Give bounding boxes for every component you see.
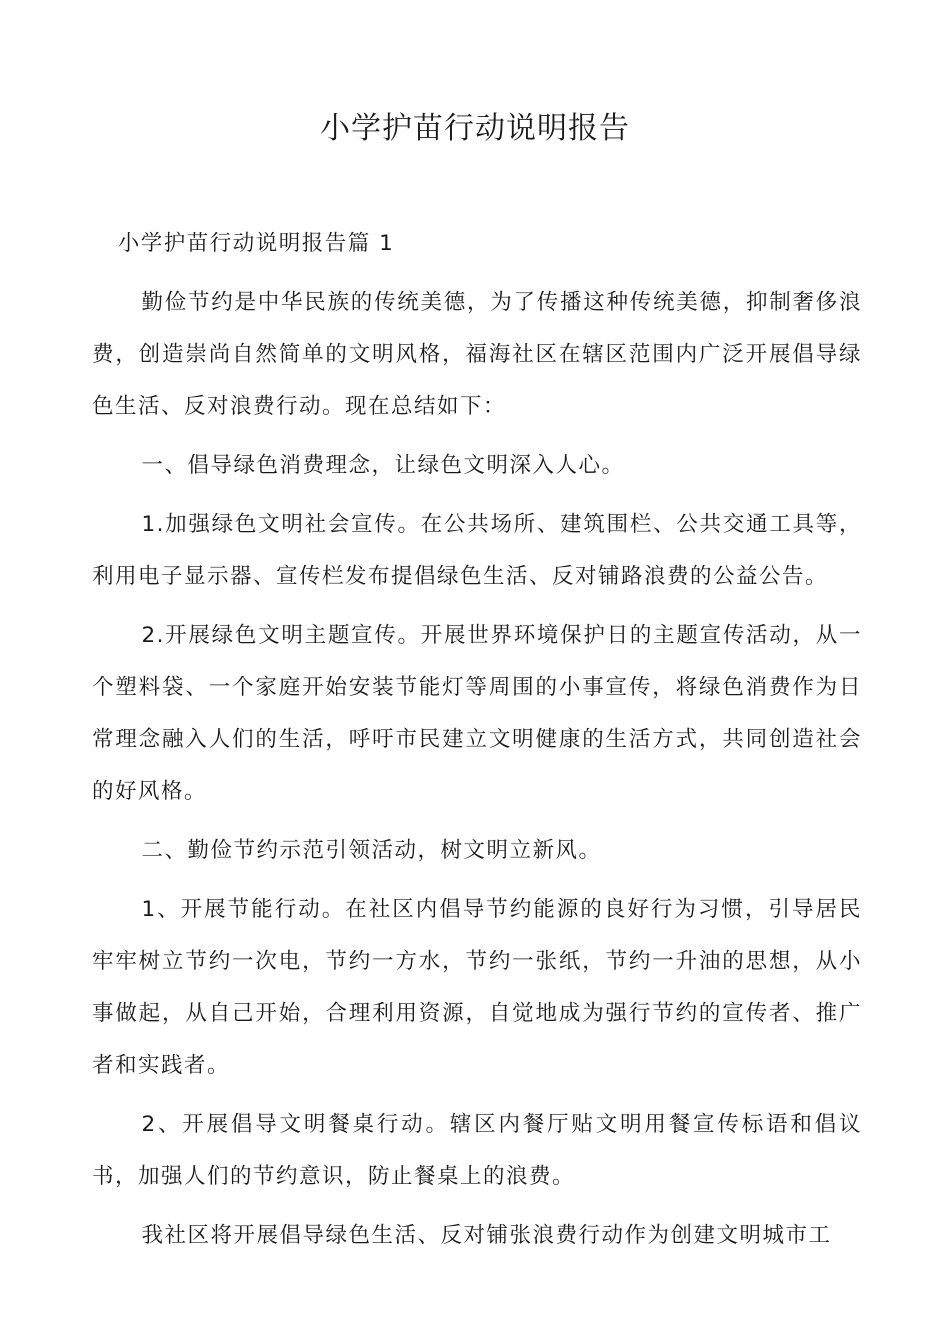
paragraph-closing: 我社区将开展倡导绿色生活、反对铺张浪费行动作为创建文明城市工 — [141, 1223, 832, 1248]
paragraph-item-1-2: 2.开展绿色文明主题宣传。开展世界环境保护日的主题宣传活动，从一个塑料袋、一个家庭开始安装节能灯等周围的小事宣传，将绿色消费作为日常理念融入人们的生活，呼吁市民建立文明健康的生活方式，共同创造社会的好风格。 — [92, 623, 862, 804]
document-body — [92, 218, 862, 1269]
paragraph-item-2-2: 2、开展倡导文明餐桌行动。辖区内餐厅贴文明用餐宣传标语和倡议书，加强人们的节约意识，防止餐桌上的浪费。 — [92, 1112, 862, 1189]
document-title: 小学护苗行动说明报告 — [320, 111, 630, 146]
paragraph-heading-1: 一、倡导绿色消费理念，让绿色文明深入人心。 — [141, 453, 625, 478]
paragraph-heading-2: 二、勤俭节约示范引领活动，树文明立新风。 — [141, 838, 602, 863]
paragraph-item-2-1: 1、开展节能行动。在社区内倡导节约能源的良好行为习惯，引导居民牢牢树立节约一次电，节约一方水，节约一张纸，节约一升油的思想，从小事做起，从自己开始，合理利用资源，自觉地成为强行节约的宣传者、推广者和实践者。 — [92, 897, 862, 1078]
section-heading: 小学护苗行动说明报告篇 1 — [117, 231, 395, 256]
intro-paragraph: 勤俭节约是中华民族的传统美德，为了传播这种传统美德，抑制奢侈浪费，创造崇尚自然简单的文明风格，福海社区在辖区范围内广泛开展倡导绿色生活、反对浪费行动。现在总结如下： — [92, 290, 862, 419]
paragraph-item-1-1: 1.加强绿色文明社会宣传。在公共场所、建筑围栏、公共交通工具等，利用电子显示器、宣传栏发布提倡绿色生活、反对铺路浪费的公益公告。 — [92, 512, 862, 589]
